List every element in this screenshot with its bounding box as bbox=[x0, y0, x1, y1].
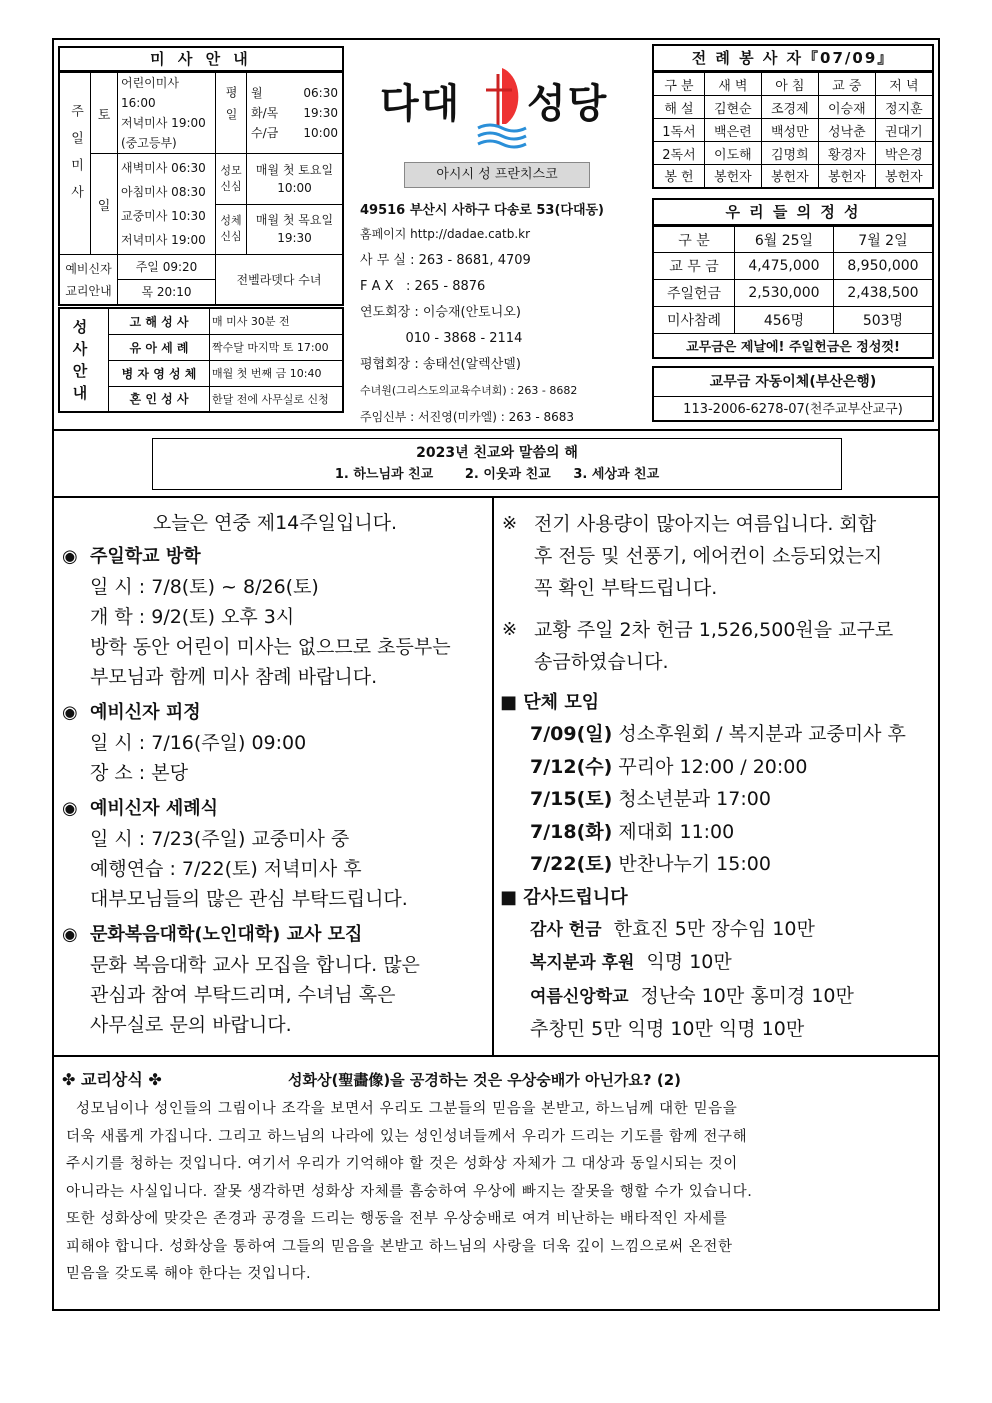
auto-transfer-title: 교무금 자동이체(부산은행) bbox=[709, 374, 877, 390]
meeting-text: 꾸리아 12:00 / 20:00 bbox=[618, 755, 808, 778]
altar-header-cell: 새 벽 bbox=[704, 73, 761, 96]
announcement-line: 문화 복음대학 교사 모집을 합니다. 많은 bbox=[90, 954, 420, 976]
announcement-item bbox=[62, 542, 488, 692]
group-meeting bbox=[500, 718, 930, 751]
patron-badge: 아시시 성 프란치스코 bbox=[404, 162, 590, 188]
altar-cell: 2독서 bbox=[653, 142, 704, 165]
catechumen-times: 주일 09:20 목 20:10 bbox=[118, 255, 216, 306]
catechumen-label: 예비신자 교리안내 bbox=[59, 255, 118, 306]
doctrine-title: 성화상(聖畵像)을 공경하는 것은 우상숭배가 아닌가요? (2) bbox=[288, 1071, 681, 1089]
devotion1-time: 매월 첫 토요일 10:00 bbox=[247, 154, 343, 204]
altar-header-cell: 저 녁 bbox=[875, 73, 933, 96]
divider bbox=[52, 1055, 940, 1057]
altar-header-cell: 구 분 bbox=[653, 73, 704, 96]
sunday-label: 주일미사 bbox=[59, 73, 91, 255]
thanks-line bbox=[500, 913, 930, 947]
announcement-line: 대부모님들의 많은 관심 부탁드립니다. bbox=[90, 888, 408, 910]
reference-mark-icon: ※ bbox=[502, 513, 518, 534]
group-meeting bbox=[500, 848, 930, 881]
parish-address: 49516 부산시 사하구 다송로 53(다대동) bbox=[360, 203, 605, 218]
weekday-label: 평일 bbox=[216, 73, 247, 154]
altar-cell: 조경제 bbox=[761, 96, 818, 119]
square-icon: ■ bbox=[500, 886, 518, 908]
announcement-line: 관심과 참여 부탁드리며, 수녀님 혹은 bbox=[90, 984, 396, 1006]
group-meeting bbox=[500, 816, 930, 849]
thanks-line bbox=[500, 1013, 930, 1046]
announcement-item bbox=[62, 920, 488, 1040]
year-theme bbox=[152, 438, 842, 490]
doctrine-line: 더욱 새롭게 가집니다. 그리고 하느님의 나라에 있는 성인성녀들께서 우리가 드리는 기도를 함께 전구해 bbox=[66, 1128, 748, 1145]
contact-line: 연도회장 : 이승재(안토니오) bbox=[360, 305, 521, 320]
sacrament-desc: 짝수달 마지막 토 17:00 bbox=[210, 334, 344, 360]
contact-line: 주임신부 : 서진영(미카엘) : 263 - 8683 bbox=[360, 410, 575, 424]
note-item bbox=[500, 614, 930, 678]
altar-header-cell: 아 침 bbox=[761, 73, 818, 96]
meeting-text: 청소년분과 17:00 bbox=[618, 788, 771, 810]
altar-cell: 정지훈 bbox=[875, 96, 933, 119]
altar-cell: 봉 헌 bbox=[653, 165, 704, 188]
meeting-date: 7/22(토) bbox=[530, 853, 613, 875]
offerings-note: 교무금은 제날에! 주일헌금은 정성껏! bbox=[653, 334, 933, 358]
devotion2-time: 매월 첫 목요일 19:30 bbox=[247, 204, 343, 254]
thanks-text: 한효진 5만 장수임 10만 bbox=[613, 917, 815, 940]
announcement-line: 장 소 : 본당 bbox=[90, 762, 188, 784]
thanks-line bbox=[500, 980, 930, 1014]
groups-title: ■ 단체 모임 bbox=[500, 692, 600, 713]
altar-servers bbox=[652, 44, 934, 189]
altar-cell: 이승재 bbox=[818, 96, 875, 119]
offerings-title: 우 리 들 의 정 성 bbox=[652, 198, 934, 226]
thanks-text: 정난숙 10만 홍미경 10만 bbox=[640, 984, 854, 1007]
offering-cell: 주일헌금 bbox=[653, 280, 735, 307]
table-row bbox=[653, 307, 933, 334]
thanks-text: 익명 10만 bbox=[646, 951, 732, 973]
offering-header-cell: 6월 25일 bbox=[735, 227, 834, 253]
offering-cell: 8,950,000 bbox=[833, 253, 933, 280]
altar-cell: 박은경 bbox=[875, 142, 933, 165]
divider bbox=[492, 496, 494, 1056]
altar-cell: 1독서 bbox=[653, 119, 704, 142]
reference-mark-icon: ※ bbox=[502, 619, 518, 640]
offering-header-cell: 7월 2일 bbox=[833, 227, 933, 253]
thanks-text: 추창민 5만 익명 10만 익명 10만 bbox=[530, 1018, 805, 1040]
announcement-title: ◉ 예비신자 세례식 bbox=[62, 794, 488, 824]
contact-line: F A X : 265 - 8876 bbox=[360, 279, 486, 294]
table-row bbox=[653, 119, 933, 142]
altar-cell: 이도해 bbox=[704, 142, 761, 165]
weekday-times: 월 06:30 화/목 19:30 수/금 10:00 bbox=[247, 73, 344, 154]
meeting-date: 7/18(화) bbox=[530, 820, 613, 843]
announcement-title: ◉ 주일학교 방학 bbox=[62, 542, 488, 572]
sacrament-name: 혼 인 성 사 bbox=[109, 386, 210, 412]
sacrament-desc: 매월 첫 번째 금 10:40 bbox=[210, 360, 344, 386]
offering-cell: 2,438,500 bbox=[833, 280, 933, 307]
parish-logo bbox=[372, 66, 622, 126]
note-line: 전기 사용량이 많아지는 여름입니다. 회합 bbox=[534, 513, 877, 535]
announcement-line: 일 시 : 7/16(주일) 09:00 bbox=[90, 732, 307, 754]
altar-cell: 성낙춘 bbox=[818, 119, 875, 142]
right-announcements bbox=[500, 508, 930, 1046]
devotion2-label: 성체신심 bbox=[220, 214, 242, 244]
announcement-item bbox=[62, 794, 488, 914]
doctrine-line: 성모님이나 성인들의 그림이나 조각을 보면서 우리도 그분들의 믿음을 본받고, 하느님께 대한 믿음을 bbox=[76, 1101, 738, 1117]
meeting-text: 성소후원회 / 복지분과 교중미사 후 bbox=[618, 723, 906, 745]
sacrament-name: 고 해 성 사 bbox=[109, 308, 210, 334]
doctrine-line: 아니라는 사실입니다. 잘못 생각하면 성화상 자체를 흠숭하여 우상에 빠지는 잘못을 행할 수가 있습니다. bbox=[66, 1183, 753, 1200]
altar-cell: 해 설 bbox=[653, 96, 704, 119]
bullet-icon: ◉ bbox=[62, 702, 78, 723]
sacrament-name: 유 아 세 례 bbox=[109, 334, 210, 360]
catechumen-teacher: 전벨라뎃다 수녀 bbox=[216, 255, 344, 306]
contact-line: 010 - 3868 - 2114 bbox=[360, 331, 523, 346]
sun-times: 새벽미사 06:30 아침미사 08:30 교중미사 10:30 저녁미사 19:00 bbox=[118, 154, 216, 255]
group-meeting bbox=[500, 751, 930, 784]
announcement-title: ◉ 예비신자 피정 bbox=[62, 698, 488, 728]
meeting-text: 제대회 11:00 bbox=[618, 820, 735, 843]
parish-name-part1: 다대 bbox=[380, 81, 462, 127]
announcement-line: 일 시 : 7/8(토) ~ 8/26(토) bbox=[90, 576, 319, 598]
altar-servers-title: 전 례 봉 사 자『07/09』 bbox=[652, 44, 934, 72]
contact-line: 수녀원(그리스도의교육수녀회) : 263 - 8682 bbox=[360, 384, 578, 397]
announcement-line: 사무실로 문의 바랍니다. bbox=[90, 1014, 292, 1036]
doctrine-section bbox=[62, 1064, 928, 1289]
thanks-title: ■ 감사드립니다 bbox=[500, 886, 628, 908]
thanks-label: 복지분과 후원 bbox=[530, 953, 635, 973]
thanks-label: 감사 헌금 bbox=[530, 919, 602, 940]
altar-cell: 봉헌자 bbox=[761, 165, 818, 188]
sacrament-name: 병 자 영 성 체 bbox=[109, 360, 210, 386]
sacrament-desc: 한달 전에 사무실로 신청 bbox=[210, 386, 344, 412]
table-row bbox=[653, 253, 933, 280]
contact-line: 사 무 실 : 263 - 8681, 4709 bbox=[360, 253, 531, 268]
bullet-icon: ◉ bbox=[62, 546, 78, 567]
contact-line: 평협회장 : 송태선(알렉산델) bbox=[360, 357, 521, 372]
altar-header-cell: 교 중 bbox=[818, 73, 875, 96]
mass-info-title: 미 사 안 내 bbox=[58, 46, 344, 72]
sun-label: 일 bbox=[91, 154, 118, 255]
announcement-line: 일 시 : 7/23(주일) 교중미사 중 bbox=[90, 828, 350, 850]
table-row bbox=[653, 142, 933, 165]
meeting-date: 7/12(수) bbox=[530, 755, 613, 778]
announcement-line: 개 학 : 9/2(토) 오후 3시 bbox=[90, 606, 295, 628]
sacraments-label: 성사안내 bbox=[59, 308, 109, 412]
offering-header-cell: 구 분 bbox=[653, 227, 735, 253]
offering-cell: 4,475,000 bbox=[735, 253, 834, 280]
mass-info bbox=[58, 46, 344, 306]
announcement-line: 예행연습 : 7/22(토) 저녁미사 후 bbox=[90, 858, 362, 880]
table-row bbox=[653, 165, 933, 188]
sat-label: 토 bbox=[91, 73, 118, 154]
announcement-line: 방학 동안 어린이 미사는 없으므로 초등부는 bbox=[90, 636, 451, 658]
sacraments-table bbox=[58, 307, 344, 413]
devotion-cell bbox=[216, 154, 344, 255]
altar-cell: 김명희 bbox=[761, 142, 818, 165]
year-theme-items: 1. 하느님과 친교 2. 이웃과 친교 3. 세상과 친교 bbox=[334, 467, 660, 482]
altar-cell: 백은련 bbox=[704, 119, 761, 142]
note-item bbox=[500, 508, 930, 604]
note-line: 후 전등 및 선풍기, 에어컨이 소등되었는지 bbox=[534, 545, 883, 567]
auto-transfer bbox=[652, 366, 934, 422]
bullet-icon: ◉ bbox=[62, 798, 78, 819]
doctrine-label: ✤ 교리상식 ✤ bbox=[62, 1070, 162, 1089]
announcement-line: 부모님과 함께 미사 참례 바랍니다. bbox=[90, 666, 378, 688]
altar-cell: 권대기 bbox=[875, 119, 933, 142]
altar-cell: 봉헌자 bbox=[704, 165, 761, 188]
offering-cell: 456명 bbox=[735, 307, 834, 334]
note-line: 송금하였습니다. bbox=[534, 651, 669, 673]
offering-cell: 교 무 금 bbox=[653, 253, 735, 280]
left-announcements bbox=[62, 508, 488, 1046]
group-meeting bbox=[500, 783, 930, 816]
doctrine-line: 믿음을 갖도록 해야 한다는 것입니다. bbox=[66, 1266, 312, 1282]
altar-cell: 황경자 bbox=[818, 142, 875, 165]
bullet-icon: ◉ bbox=[62, 924, 78, 945]
parish-contacts bbox=[360, 198, 650, 430]
thanks-label: 여름신앙학교 bbox=[530, 986, 629, 1007]
offering-cell: 미사참례 bbox=[653, 307, 735, 334]
meeting-date: 7/15(토) bbox=[530, 788, 613, 810]
sat-times: 어린이미사 16:00 저녁미사 19:00 (중고등부) bbox=[118, 73, 216, 154]
offerings bbox=[652, 198, 934, 359]
note-line: 교황 주일 2차 헌금 1,526,500원을 교구로 bbox=[534, 619, 894, 641]
auto-transfer-account: 113-2006-6278-07(천주교부산교구) bbox=[654, 396, 932, 423]
meeting-date: 7/09(일) bbox=[530, 723, 613, 745]
altar-cell: 봉헌자 bbox=[818, 165, 875, 188]
note-line: 꼭 확인 부탁드립니다. bbox=[534, 577, 718, 599]
cross-sail-icon bbox=[472, 66, 532, 156]
sunday-heading: 오늘은 연중 제14주일입니다. bbox=[152, 512, 398, 534]
table-row bbox=[653, 96, 933, 119]
parish-homepage[interactable]: 홈페이지 http://dadae.catb.kr bbox=[360, 227, 531, 241]
offering-cell: 503명 bbox=[833, 307, 933, 334]
altar-cell: 백성만 bbox=[761, 119, 818, 142]
year-theme-title: 2023년 친교와 말씀의 해 bbox=[416, 445, 578, 461]
parish-name-part2: 성당 bbox=[527, 81, 609, 127]
table-row bbox=[653, 280, 933, 307]
altar-cell: 봉헌자 bbox=[875, 165, 933, 188]
divider bbox=[52, 429, 940, 431]
doctrine-line: 또한 성화상에 맞갖은 존경과 공경을 드리는 행동을 전부 우상숭배로 여겨 비난하는 배타적인 자세를 bbox=[66, 1211, 728, 1227]
divider bbox=[52, 496, 940, 498]
sacrament-desc: 매 미사 30분 전 bbox=[210, 308, 344, 334]
offering-cell: 2,530,000 bbox=[735, 280, 834, 307]
square-icon: ■ bbox=[500, 692, 518, 713]
doctrine-line: 피해야 합니다. 성화상을 통하여 그들의 믿음을 본받고 하느님의 사랑을 더욱 깊이 느낌으로써 온전한 bbox=[66, 1238, 733, 1255]
meeting-text: 반찬나누기 15:00 bbox=[618, 853, 771, 875]
thanks-line bbox=[500, 946, 930, 980]
altar-cell: 김현순 bbox=[704, 96, 761, 119]
devotion1-label: 성모신심 bbox=[216, 154, 247, 204]
announcement-title: ◉ 문화복음대학(노인대학) 교사 모집 bbox=[62, 920, 488, 950]
doctrine-line: 주시기를 청하는 것입니다. 여기서 우리가 기억해야 할 것은 성화상 자체가 그 대상과 동일시되는 것이 bbox=[66, 1156, 738, 1172]
announcement-item bbox=[62, 698, 488, 788]
